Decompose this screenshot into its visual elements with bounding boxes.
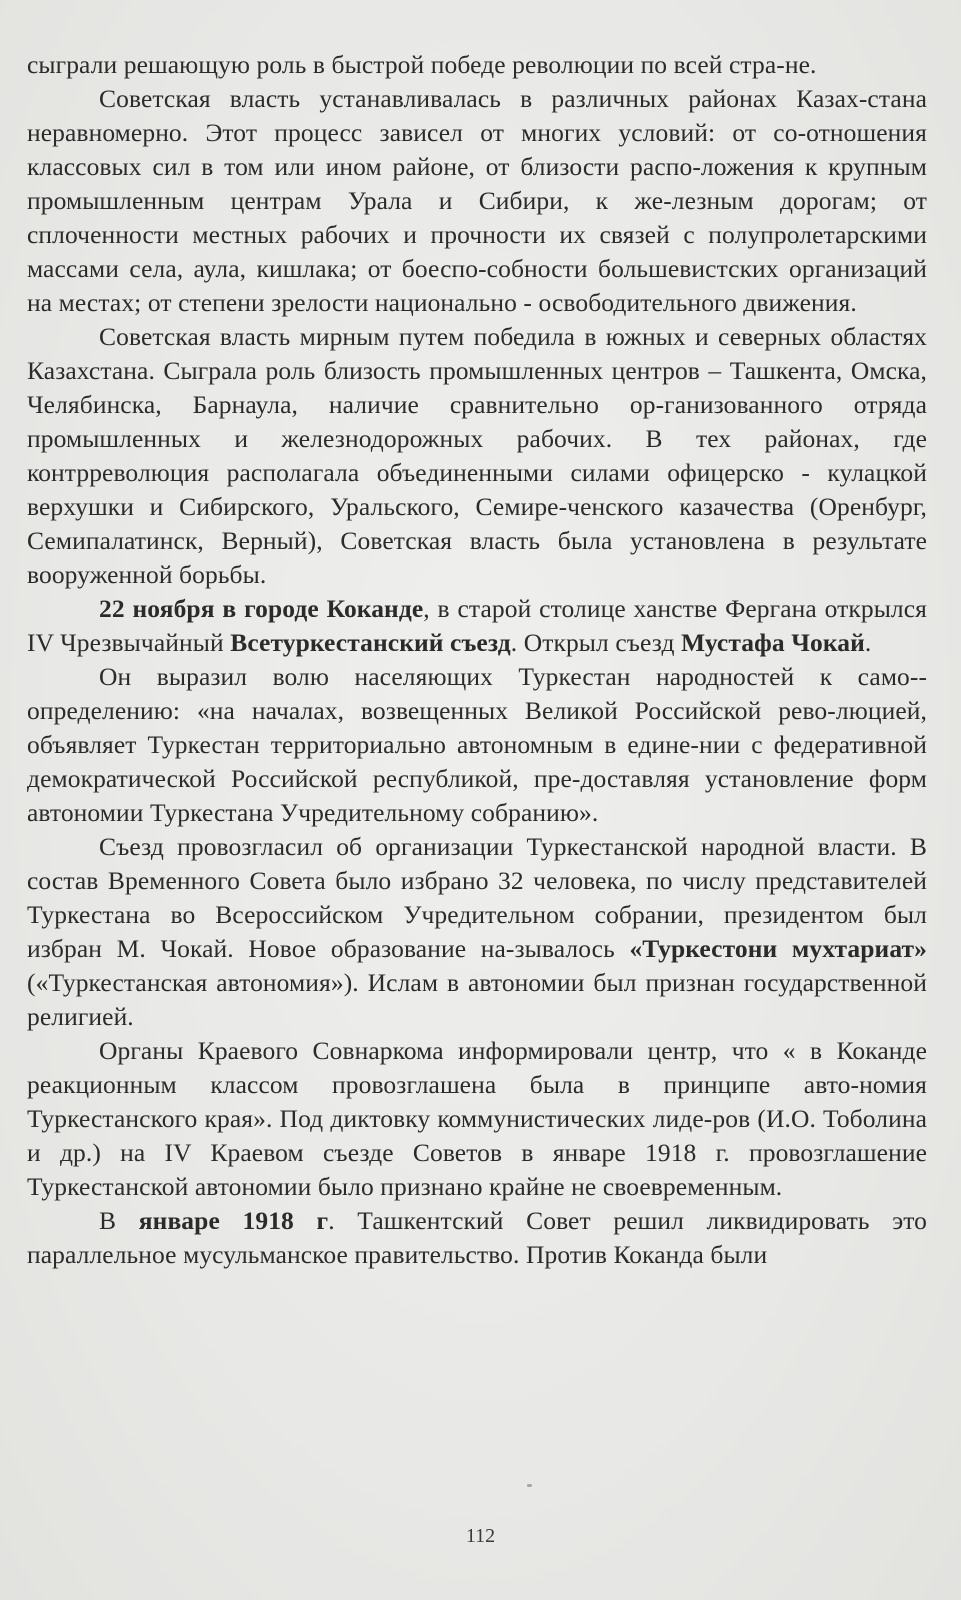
text-run: сыграли решающую роль в быстрой победе революции по всей стра-не. bbox=[27, 50, 817, 79]
paragraph bbox=[27, 48, 927, 82]
bold-text-run: «Туркестони мухтариат» bbox=[629, 934, 927, 963]
text-run: В bbox=[99, 1206, 139, 1235]
text-run: Советская власть мирным путем победила в южных и северных областях Казахстана. Сыграла роль близость промышленных центров – Ташкента, Омска, Челябинска, Барнаула, наличие сравнительно ор-ганизованного отряда промышленных и железнодорожных рабочих. В тех районах, где контрреволюция располагала объединенными силами офицерско - кулацкой верхушки и Сибирского, Уральского, Семире-ченского казачества (Оренбург, Семипалатинск, Верный), Советская власть была установлена в результате вооруженной борьбы. bbox=[27, 322, 927, 589]
paragraph bbox=[27, 1204, 927, 1272]
paragraph bbox=[27, 320, 927, 592]
page-body-text bbox=[27, 48, 927, 1272]
text-run: . Открыл съезд bbox=[510, 628, 682, 657]
text-run: . Ташкентский Совет решил ликвидировать это параллельное мусульманское правительство. Против Коканда были bbox=[27, 1206, 927, 1269]
text-run: Советская власть устанавливалась в различных районах Казах-стана неравномерно. Этот процесс зависел от многих условий: от со-отношения классовых сил в том или ином районе, от близости распо-ложения к крупным промышленным центрам Урала и Сибири, к же-лезным дорогам; от сплоченности местных рабочих и прочности их связей с полупролетарскими массами села, аула, кишлака; от боеспо-собности большевистских организаций на местах; от степени зрелости национально - освободительного движения. bbox=[27, 84, 927, 317]
bold-text-run: Мустафа Чокай bbox=[681, 628, 865, 657]
bold-text-run: Всетуркестанский съезд bbox=[230, 628, 511, 657]
paragraph bbox=[27, 592, 927, 660]
page-number: 112 bbox=[465, 1525, 496, 1547]
text-run: Съезд провозгласил об организации Туркестанской народной власти. В состав Временного Совета было избрано 32 человека, по числу представителей Туркестана во Всероссийском Учредительном собрании, президентом был избран М. Чокай. Новое образование на-зывалось bbox=[27, 832, 927, 963]
paragraph bbox=[27, 82, 927, 320]
text-run: («Туркестанская автономия»). Ислам в автономии был признан государственной религией. bbox=[27, 968, 927, 1031]
paragraph bbox=[27, 830, 927, 1034]
text-run: , в старой столице ханстве Фергана открылся IV Чрезвычайный bbox=[27, 594, 927, 657]
text-run: Органы Краевого Совнаркома информировали центр, что « в Коканде реакционным классом провозглашена была в принципе авто-номия Туркестанского края». Под диктовку коммунистических лиде-ров (И.О. Тоболина и др.) на IV Краевом съезде Советов в январе 1918 г. провозглашение Туркестанской автономии было признано крайне не своевременным. bbox=[27, 1036, 927, 1201]
bold-text-run: 22 ноября в городе Коканде bbox=[99, 594, 424, 623]
bold-text-run: январе 1918 г bbox=[138, 1206, 329, 1235]
text-run: . bbox=[864, 628, 872, 657]
text-run: Он выразил волю населяющих Туркестан народностей к само-определению: «на началах, возвещенных Великой Российской рево-люцией, объявляет Туркестан территориально автономным в едине-нии с федеративной демократической Российской республикой, пре-доставляя установление форм автономии Туркестана Учредительному собранию». bbox=[27, 662, 927, 827]
print-smudge bbox=[527, 1484, 532, 1487]
paragraph bbox=[27, 1034, 927, 1204]
paragraph bbox=[27, 660, 927, 830]
